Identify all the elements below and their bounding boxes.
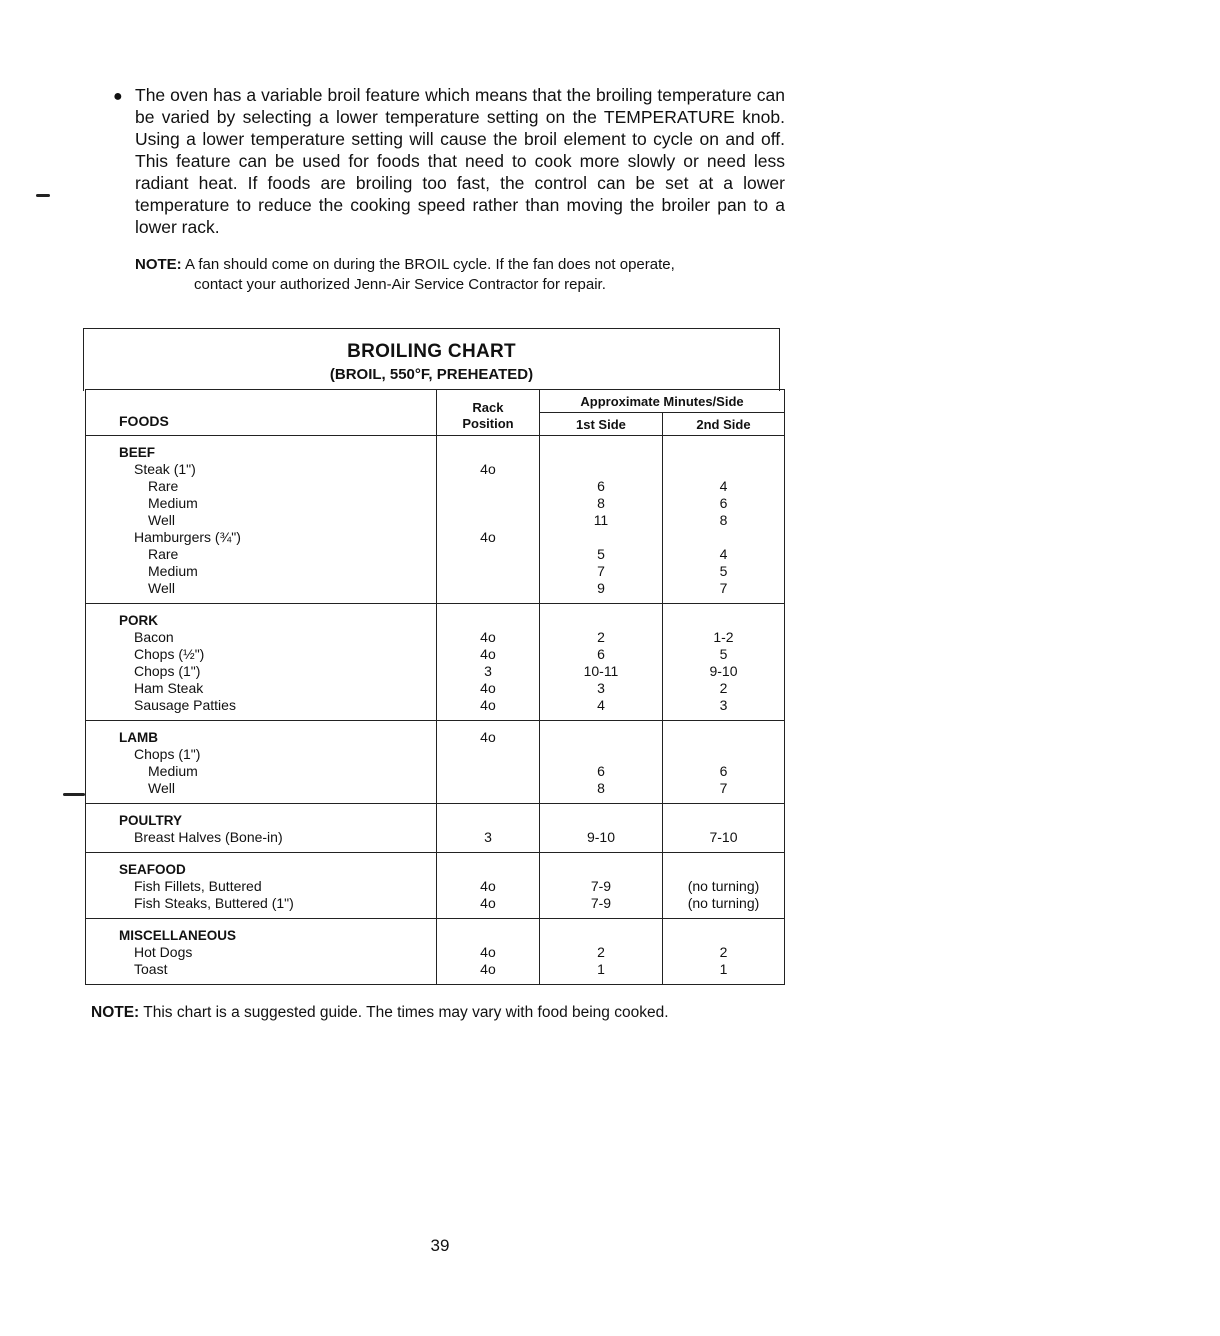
- lamb-cell: 6: [597, 763, 605, 779]
- beef-section: [86, 436, 785, 604]
- header-row: [86, 390, 785, 413]
- misc-foods: [86, 919, 437, 985]
- header-rack-position: [436, 390, 539, 436]
- seafood-second-side: [662, 853, 784, 919]
- intro-text: The oven has a variable broil feature which means that the broiling temperature can be varied by selecting a lower temperature setting on the TEMPERATURE knob. Using a lower temperature setting will cause the broil element to cycle on and off. This feature can be used for foods that need to cook more slowly or need less radiant heat. If foods are broiling too fast, the control can be set at a lower temperature to reduce the cooking speed rather than moving the broiler pan to a lower rack.: [135, 85, 785, 237]
- chart-title-box: [83, 328, 780, 391]
- misc-cell: 1: [719, 961, 728, 977]
- margin-mark-top: [36, 194, 50, 197]
- misc-cell: 2: [597, 944, 605, 960]
- category-seafood: SEAFOOD: [119, 862, 186, 877]
- pork-cell: 2: [719, 680, 728, 696]
- lamb-first-side: [539, 721, 662, 804]
- beef-cell: 9: [597, 580, 605, 596]
- lamb-chops-medium: Medium: [148, 763, 198, 779]
- header-first-side: 1st Side: [539, 413, 662, 436]
- note-label: NOTE:: [135, 256, 182, 273]
- pork-first-side: [539, 604, 662, 721]
- chart-title: BROILING CHART: [347, 341, 516, 362]
- lamb-section: [86, 721, 785, 804]
- beef-steak-medium: Medium: [148, 495, 198, 511]
- header-foods: FOODS: [86, 390, 437, 436]
- poultry-cell: 7-10: [709, 829, 738, 845]
- chart-note: [91, 1003, 669, 1023]
- seafood-foods: [86, 853, 437, 919]
- seafood-cell: (no turning): [687, 895, 760, 911]
- poultry-section: [86, 804, 785, 853]
- misc-cell: 2: [719, 944, 728, 960]
- note-line-1: A fan should come on during the BROIL cycle. If the fan does not operate,: [185, 256, 675, 273]
- poultry-foods: [86, 804, 437, 853]
- misc-rack: [436, 919, 539, 985]
- beef-rack: [436, 436, 539, 604]
- beef-cell: 8: [597, 495, 605, 511]
- header-second-side: 2nd Side: [662, 413, 784, 436]
- seafood-item: Fish Fillets, Buttered: [134, 878, 262, 894]
- seafood-cell: 7-9: [590, 878, 612, 894]
- pork-rack-cell: 4o: [480, 680, 496, 696]
- category-misc: MISCELLANEOUS: [119, 928, 237, 943]
- fan-note: [135, 255, 785, 295]
- beef-cell: 5: [719, 563, 728, 579]
- misc-rack-cell: 4o: [480, 961, 496, 977]
- beef-foods: [86, 436, 437, 604]
- poultry-second-side: [662, 804, 784, 853]
- pork-rack-cell: 4o: [480, 646, 496, 662]
- page-number: 39: [430, 1236, 450, 1255]
- seafood-cell: 7-9: [590, 895, 612, 911]
- category-beef: BEEF: [119, 445, 156, 460]
- beef-hamburgers-medium: Medium: [148, 563, 198, 579]
- lamb-chops: Chops (1"): [134, 746, 201, 762]
- pork-cell: 4: [597, 697, 605, 713]
- beef-hamburgers-well: Well: [148, 580, 175, 596]
- note-line-2: contact your authorized Jenn-Air Service Contractor for repair.: [194, 276, 606, 293]
- seafood-rack: [436, 853, 539, 919]
- beef-cell: 7: [719, 580, 728, 596]
- category-poultry: POULTRY: [119, 813, 182, 828]
- pork-item: Bacon: [134, 629, 174, 645]
- beef-steak-rare: Rare: [148, 478, 179, 494]
- category-lamb: LAMB: [119, 730, 158, 745]
- beef-cell: 7: [597, 563, 605, 579]
- poultry-rack-cell: 3: [484, 829, 492, 845]
- beef-hamburgers-rack: 4o: [480, 529, 496, 545]
- poultry-first-side: [539, 804, 662, 853]
- category-pork: PORK: [119, 613, 159, 628]
- pork-cell: 6: [597, 646, 605, 662]
- beef-second-side: [662, 436, 784, 604]
- misc-cell: 1: [597, 961, 605, 977]
- pork-section: [86, 604, 785, 721]
- pork-cell: 3: [597, 680, 605, 696]
- pork-rack-cell: 3: [484, 663, 492, 679]
- pork-second-side: [662, 604, 784, 721]
- beef-steak: Steak (1"): [134, 461, 196, 477]
- beef-cell: 11: [593, 512, 609, 528]
- pork-item: Chops (½"): [134, 646, 205, 662]
- lamb-second-side: [662, 721, 784, 804]
- beef-cell: 4: [719, 478, 728, 494]
- margin-mark-bottom: [63, 793, 85, 796]
- seafood-rack-cell: 4o: [480, 878, 496, 894]
- pork-item: Chops (1"): [134, 663, 201, 679]
- pork-cell: 9-10: [709, 663, 738, 679]
- beef-cell: 5: [597, 546, 605, 562]
- pork-cell: 2: [597, 629, 605, 645]
- seafood-first-side: [539, 853, 662, 919]
- lamb-cell: 7: [719, 780, 728, 796]
- seafood-section: [86, 853, 785, 919]
- pork-foods: [86, 604, 437, 721]
- beef-cell: 8: [719, 512, 728, 528]
- seafood-cell: (no turning): [687, 878, 760, 894]
- pork-rack-cell: 4o: [480, 629, 496, 645]
- broiling-chart-table: [85, 389, 785, 985]
- pork-cell: 3: [719, 697, 728, 713]
- lamb-cell: 6: [719, 763, 728, 779]
- misc-first-side: [539, 919, 662, 985]
- chart-subtitle: (BROIL, 550°F, PREHEATED): [329, 366, 534, 383]
- header-rack: Rack: [472, 399, 504, 415]
- lamb-cell: 8: [597, 780, 605, 796]
- misc-rack-cell: 4o: [480, 944, 496, 960]
- poultry-rack: [436, 804, 539, 853]
- beef-steak-rack: 4o: [480, 461, 496, 477]
- bullet-icon: ●: [113, 88, 123, 105]
- intro-paragraph: [113, 84, 785, 238]
- header-position: Position: [462, 415, 514, 431]
- beef-cell: 4: [719, 546, 728, 562]
- pork-item: Sausage Patties: [134, 697, 236, 713]
- misc-section: [86, 919, 785, 985]
- poultry-cell: 9-10: [586, 829, 615, 845]
- lamb-rack-cell: 4o: [480, 729, 496, 745]
- beef-cell: 6: [597, 478, 605, 494]
- beef-hamburgers-rare: Rare: [148, 546, 179, 562]
- misc-second-side: [662, 919, 784, 985]
- misc-item: Toast: [134, 961, 168, 977]
- header-approx-minutes: Approximate Minutes/Side: [539, 390, 784, 413]
- misc-item: Hot Dogs: [134, 944, 193, 960]
- pork-rack-cell: 4o: [480, 697, 496, 713]
- pork-cell: 5: [719, 646, 728, 662]
- note-text: This chart is a suggested guide. The times may vary with food being cooked.: [143, 1004, 669, 1021]
- lamb-rack: [436, 721, 539, 804]
- pork-cell: 10-11: [583, 663, 619, 679]
- beef-hamburgers: Hamburgers (¾"): [134, 529, 241, 545]
- beef-first-side: [539, 436, 662, 604]
- pork-rack: [436, 604, 539, 721]
- seafood-item: Fish Steaks, Buttered (1"): [134, 895, 294, 911]
- beef-cell: 6: [719, 495, 728, 511]
- note-label: NOTE:: [91, 1004, 140, 1021]
- lamb-chops-well: Well: [148, 780, 175, 796]
- pork-cell: 1-2: [713, 629, 734, 645]
- pork-item: Ham Steak: [134, 680, 204, 696]
- beef-steak-well: Well: [148, 512, 175, 528]
- poultry-item: Breast Halves (Bone-in): [134, 829, 283, 845]
- lamb-foods: [86, 721, 437, 804]
- seafood-rack-cell: 4o: [480, 895, 496, 911]
